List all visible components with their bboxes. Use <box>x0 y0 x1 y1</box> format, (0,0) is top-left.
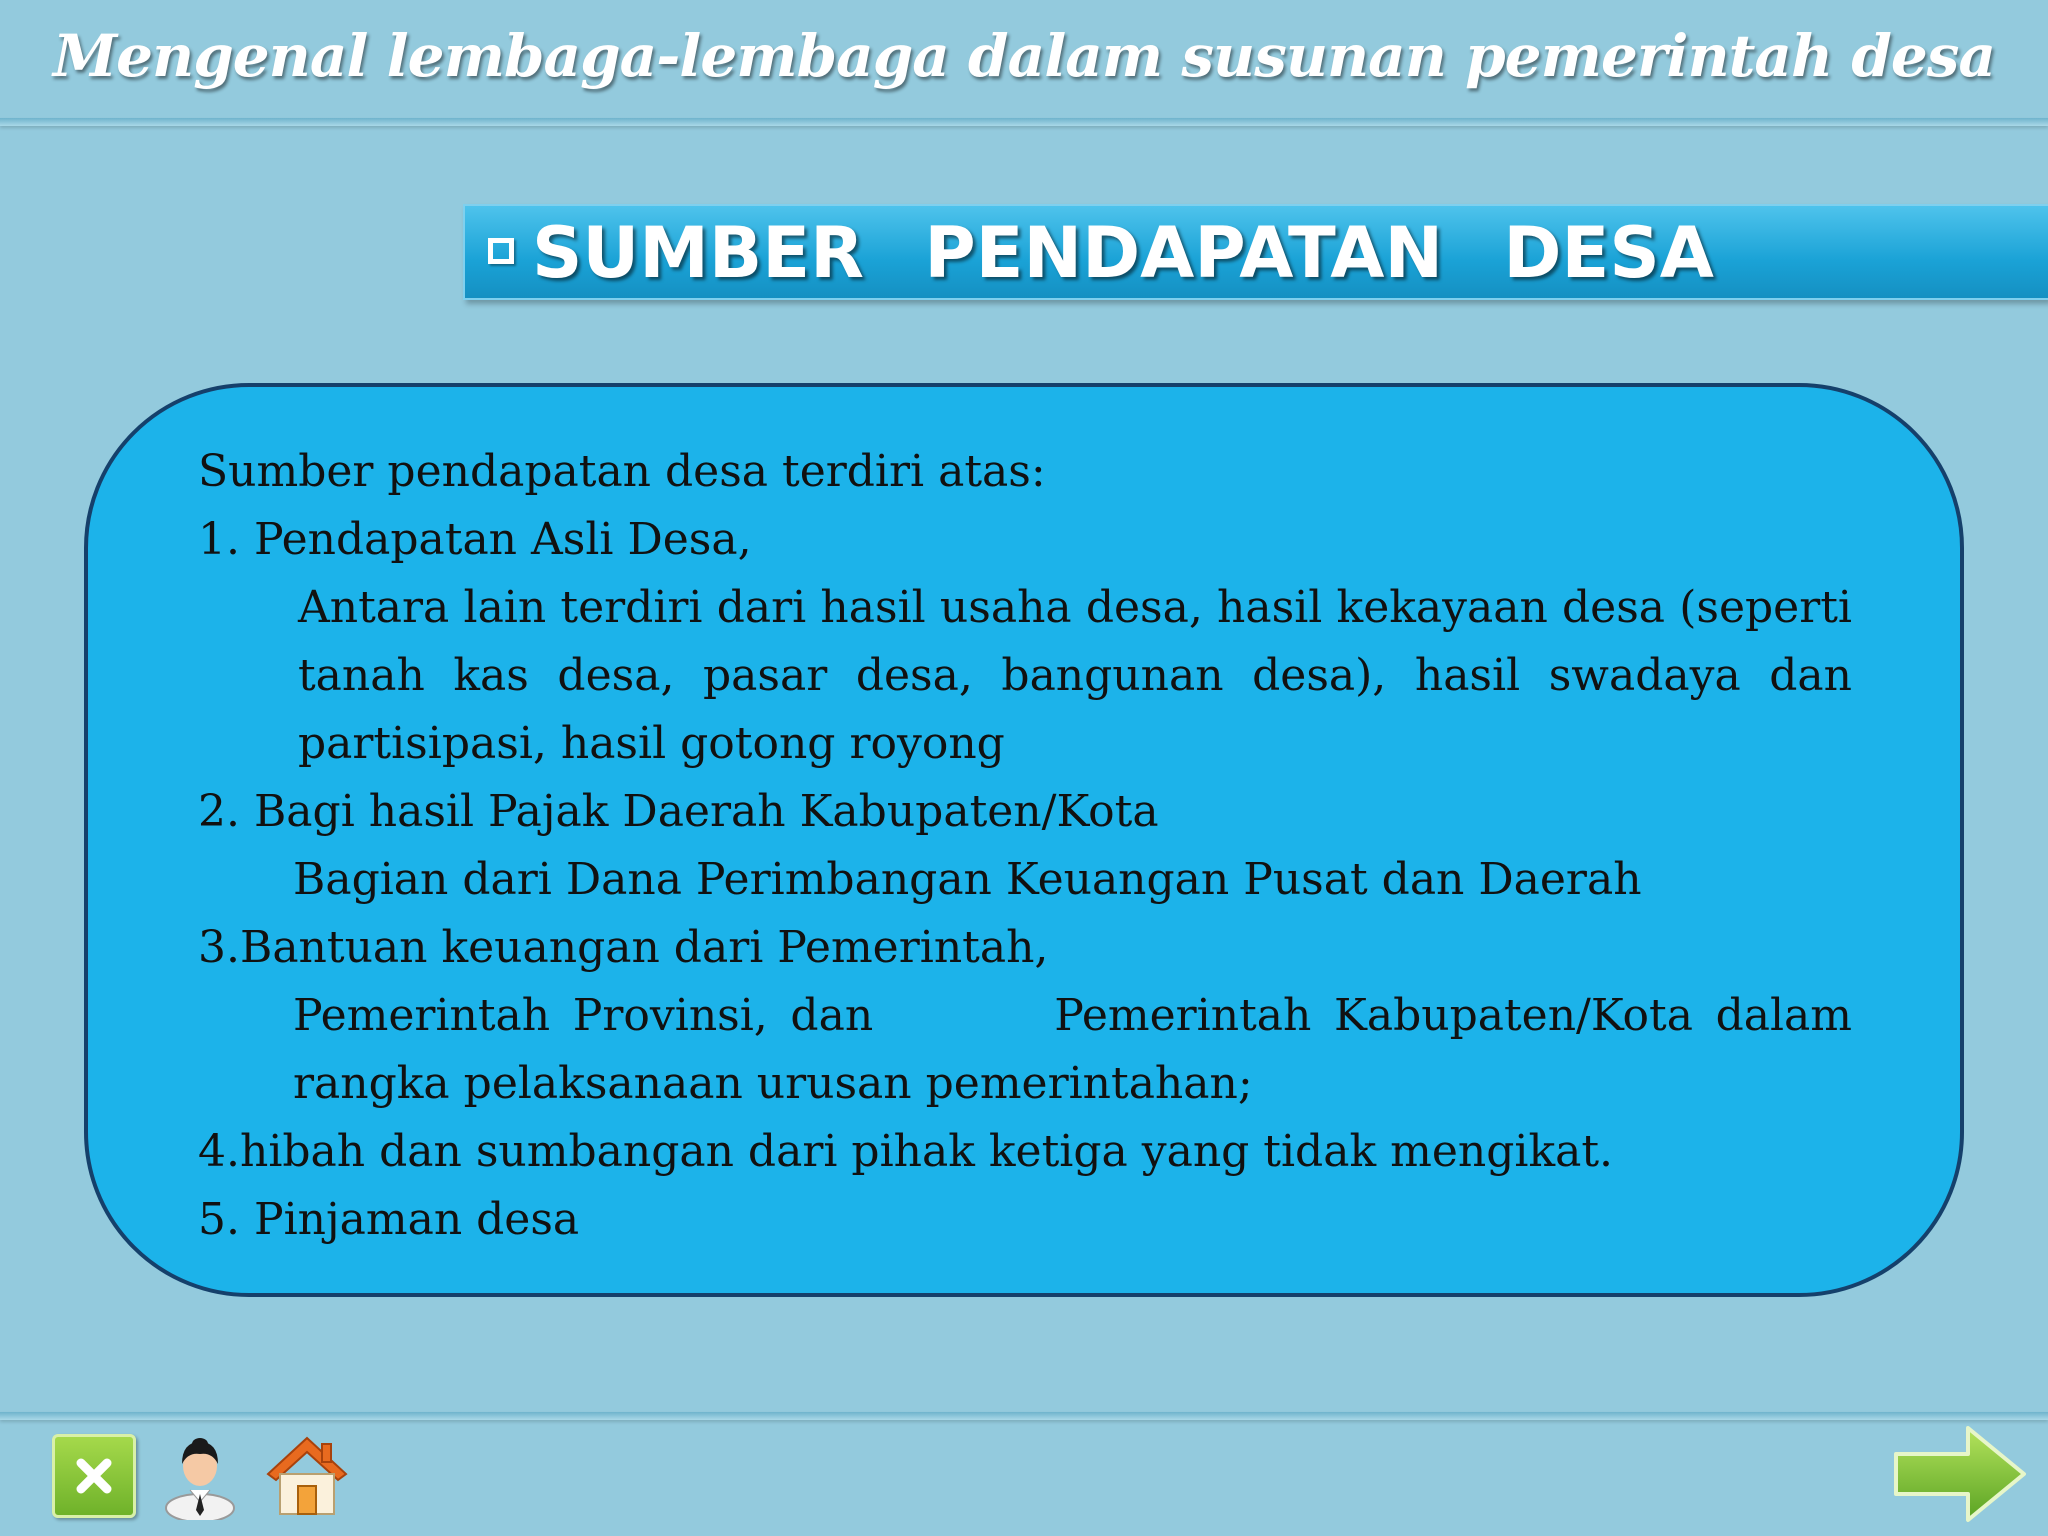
list-item-5: 5. Pinjaman desa <box>198 1194 580 1245</box>
list-item-1: 1. Pendapatan Asli Desa, <box>198 514 752 565</box>
header-divider <box>0 118 2048 126</box>
list-item-2: 2. Bagi hasil Pajak Daerah Kabupaten/Kota <box>198 786 1159 837</box>
footer-divider <box>0 1412 2048 1420</box>
home-icon <box>262 1430 352 1520</box>
list-item-4: 4.hibah dan sumbangan dari pihak ketiga yang tidak mengikat. <box>198 1126 1614 1177</box>
checkbox-bullet-icon <box>488 238 514 264</box>
content-text <box>198 438 1852 1254</box>
next-arrow-icon <box>1890 1420 2030 1528</box>
page-title: Mengenal lembaga-lembaga dalam susunan pemerintah desa <box>52 22 1996 90</box>
next-button[interactable] <box>1890 1420 2030 1528</box>
close-button[interactable] <box>52 1434 136 1518</box>
list-item-2-detail: Bagian dari Dana Perimbangan Keuangan Pusat dan Daerah <box>293 854 1642 905</box>
close-icon <box>55 1437 133 1515</box>
list-item-3: 3.Bantuan keuangan dari Pemerintah, <box>198 922 1049 973</box>
user-icon <box>160 1432 240 1520</box>
list-item-3-detail: Pemerintah Provinsi, dan Pemerintah Kabupaten/Kota dalam rangka pelaksanaan urusan pemerintahan; <box>293 990 1852 1109</box>
intro-line: Sumber pendapatan desa terdiri atas: <box>198 446 1046 497</box>
list-item-1-detail: Antara lain terdiri dari hasil usaha desa, hasil kekayaan desa (seperti tanah kas desa, pasar desa, bangunan desa), hasil swadaya dan partisipasi, hasil gotong royong <box>298 582 1852 769</box>
home-button[interactable] <box>262 1430 352 1520</box>
user-button[interactable] <box>160 1432 240 1520</box>
section-title: SUMBER PENDAPATAN DESA <box>532 212 1714 294</box>
